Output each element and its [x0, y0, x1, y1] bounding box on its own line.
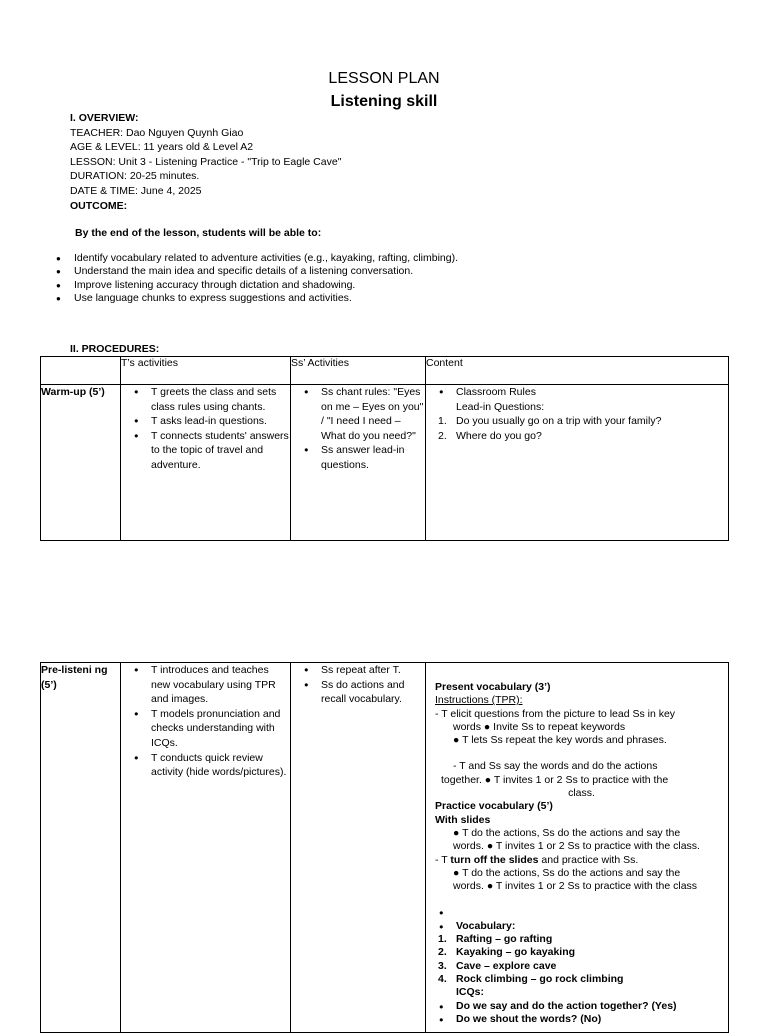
- content-line: words ● Invite Ss to repeat keywords: [453, 720, 626, 733]
- prelistening-teacher-activities: [121, 663, 291, 1033]
- table-row-prelistening: [41, 663, 729, 1033]
- item-number: 2.: [438, 429, 447, 442]
- list-item: ● Ss answer lead-in questions.: [291, 443, 425, 472]
- header-content: Content: [426, 357, 729, 385]
- with-slides-label: With slides: [435, 813, 491, 826]
- list-item: [426, 986, 728, 999]
- list-item: ● Do we shout the words? (No): [426, 1013, 728, 1026]
- item-text: Rafting – go rafting: [456, 933, 553, 946]
- text-fragment: - T: [435, 853, 451, 866]
- teacher-line: TEACHER: Dao Nguyen Quynh Giao: [70, 126, 244, 139]
- practice-vocab-heading: Practice vocabulary (5’): [435, 800, 553, 813]
- stage-warmup: Warm-up (5’): [41, 385, 121, 541]
- stage-prelistening: Pre-listeni ng (5’): [41, 663, 121, 1033]
- item-number: 3.: [438, 959, 447, 972]
- header-teacher-activities: T’s activities: [121, 357, 291, 385]
- list-item: ● Do we say and do the action together? (Yes): [426, 1000, 728, 1013]
- text-fragment: turn off the slides: [450, 853, 539, 866]
- age-level-line: AGE & LEVEL: 11 years old & Level A2: [70, 141, 254, 154]
- procedures-heading: II. PROCEDURES:: [70, 343, 160, 355]
- outcome-item: ● Understand the main idea and specific details of a listening conversation.: [56, 265, 458, 278]
- date-time-line: DATE & TIME: June 4, 2025: [70, 184, 202, 197]
- outcome-item: ● Use language chunks to express suggestions and activities.: [56, 292, 458, 305]
- warmup-student-activities: [291, 385, 426, 541]
- list-item: ● Vocabulary:: [426, 920, 728, 933]
- prelistening-student-activities: [291, 663, 426, 1033]
- list-item: [426, 414, 728, 429]
- outcome-item: ● Identify vocabulary related to adventure activities (e.g., kayaking, rafting, climbing).: [56, 252, 458, 265]
- outcome-intro: By the end of the lesson, students will be able to:: [75, 227, 322, 239]
- overview-section: [70, 112, 341, 214]
- list-item: ● Ss chant rules: "Eyes on me – Eyes on you" / "I need I need – What do you need?": [291, 385, 425, 443]
- content-line: [435, 854, 728, 867]
- list-item: [426, 906, 728, 919]
- outcome-item: ● Improve listening accuracy through dictation and shadowing.: [56, 279, 458, 292]
- procedures-table: [40, 356, 729, 541]
- list-item: ● T asks lead-in questions.: [121, 414, 290, 429]
- prelistening-content: [426, 663, 729, 1033]
- list-item: ● T models pronunciation and checks understanding with ICQs.: [121, 707, 290, 751]
- header-student-activities: Ss’ Activities: [291, 357, 426, 385]
- lesson-line: LESSON: Unit 3 - Listening Practice - "Trip to Eagle Cave": [70, 155, 342, 168]
- present-vocab-heading: Present vocabulary (3’): [435, 681, 551, 693]
- item-text: Kayaking – go kayaking: [456, 946, 576, 959]
- text-fragment: and practice with Ss.: [538, 853, 639, 866]
- warmup-teacher-activities: [121, 385, 291, 541]
- list-item: [426, 933, 728, 946]
- outcome-label: OUTCOME:: [70, 199, 128, 212]
- item-text: Do you usually go on a trip with your family?: [456, 415, 662, 428]
- list-item: [426, 960, 728, 973]
- document-title: LESSON PLAN: [328, 70, 440, 87]
- item-text: Cave – explore cave: [456, 959, 557, 972]
- content-line: ● T lets Ss repeat the key words and phrases.: [453, 734, 667, 747]
- vocab-bullets: [426, 906, 728, 933]
- content-subheading: Lead-in Questions:: [456, 400, 545, 413]
- header-stage: [41, 357, 121, 385]
- content-line: ● T do the actions, Ss do the actions and say the: [453, 866, 681, 879]
- icq-list: [426, 1000, 728, 1027]
- list-item: [426, 946, 728, 959]
- list-item: ● T introduces and teaches new vocabulary using TPR and images.: [121, 663, 290, 707]
- content-line: - T and Ss say the words and do the actions: [453, 760, 658, 773]
- icq-label: ICQs:: [456, 986, 485, 999]
- table-header-row: [41, 357, 729, 385]
- content-line: together. ● T invites 1 or 2 Ss to practice with the: [441, 773, 669, 786]
- item-number: 2.: [438, 946, 447, 959]
- table-row-warmup: [41, 385, 729, 541]
- list-item: ● Ss repeat after T.: [291, 663, 425, 678]
- instructions-label: Instructions (TPR):: [435, 694, 523, 707]
- list-item: [426, 385, 728, 414]
- content-line: - T elicit questions from the picture to lead Ss in key: [435, 707, 676, 720]
- content-line: class.: [568, 787, 595, 800]
- procedures-table-continued: [40, 662, 729, 1033]
- list-item: ● T conducts quick review activity (hide words/pictures).: [121, 751, 290, 780]
- duration-line: DURATION: 20-25 minutes.: [70, 170, 200, 183]
- list-item: [426, 973, 728, 986]
- item-text: Rock climbing – go rock climbing: [456, 972, 624, 985]
- item-number: 1.: [438, 933, 447, 946]
- list-item: [426, 429, 728, 444]
- content-bullet: Classroom Rules: [456, 386, 536, 398]
- item-text: Where do you go?: [456, 429, 542, 442]
- warmup-content: [426, 385, 729, 541]
- list-item: ● Ss do actions and recall vocabulary.: [291, 678, 425, 707]
- content-line: words. ● T invites 1 or 2 Ss to practice with the class.: [453, 840, 700, 853]
- item-number: 4.: [438, 972, 447, 985]
- document-subtitle: Listening skill: [330, 93, 438, 110]
- item-number: 1.: [438, 415, 447, 428]
- list-item: ● T connects students' answers to the topic of travel and adventure.: [121, 429, 290, 473]
- content-line: ● T do the actions, Ss do the actions and say the: [453, 826, 681, 839]
- content-line: words. ● T invites 1 or 2 Ss to practice with the class: [453, 880, 698, 893]
- list-item: ● T greets the class and sets class rules using chants.: [121, 385, 290, 414]
- overview-heading: I. OVERVIEW:: [70, 112, 139, 124]
- outcome-list: [56, 252, 458, 305]
- vocab-list: [426, 933, 728, 999]
